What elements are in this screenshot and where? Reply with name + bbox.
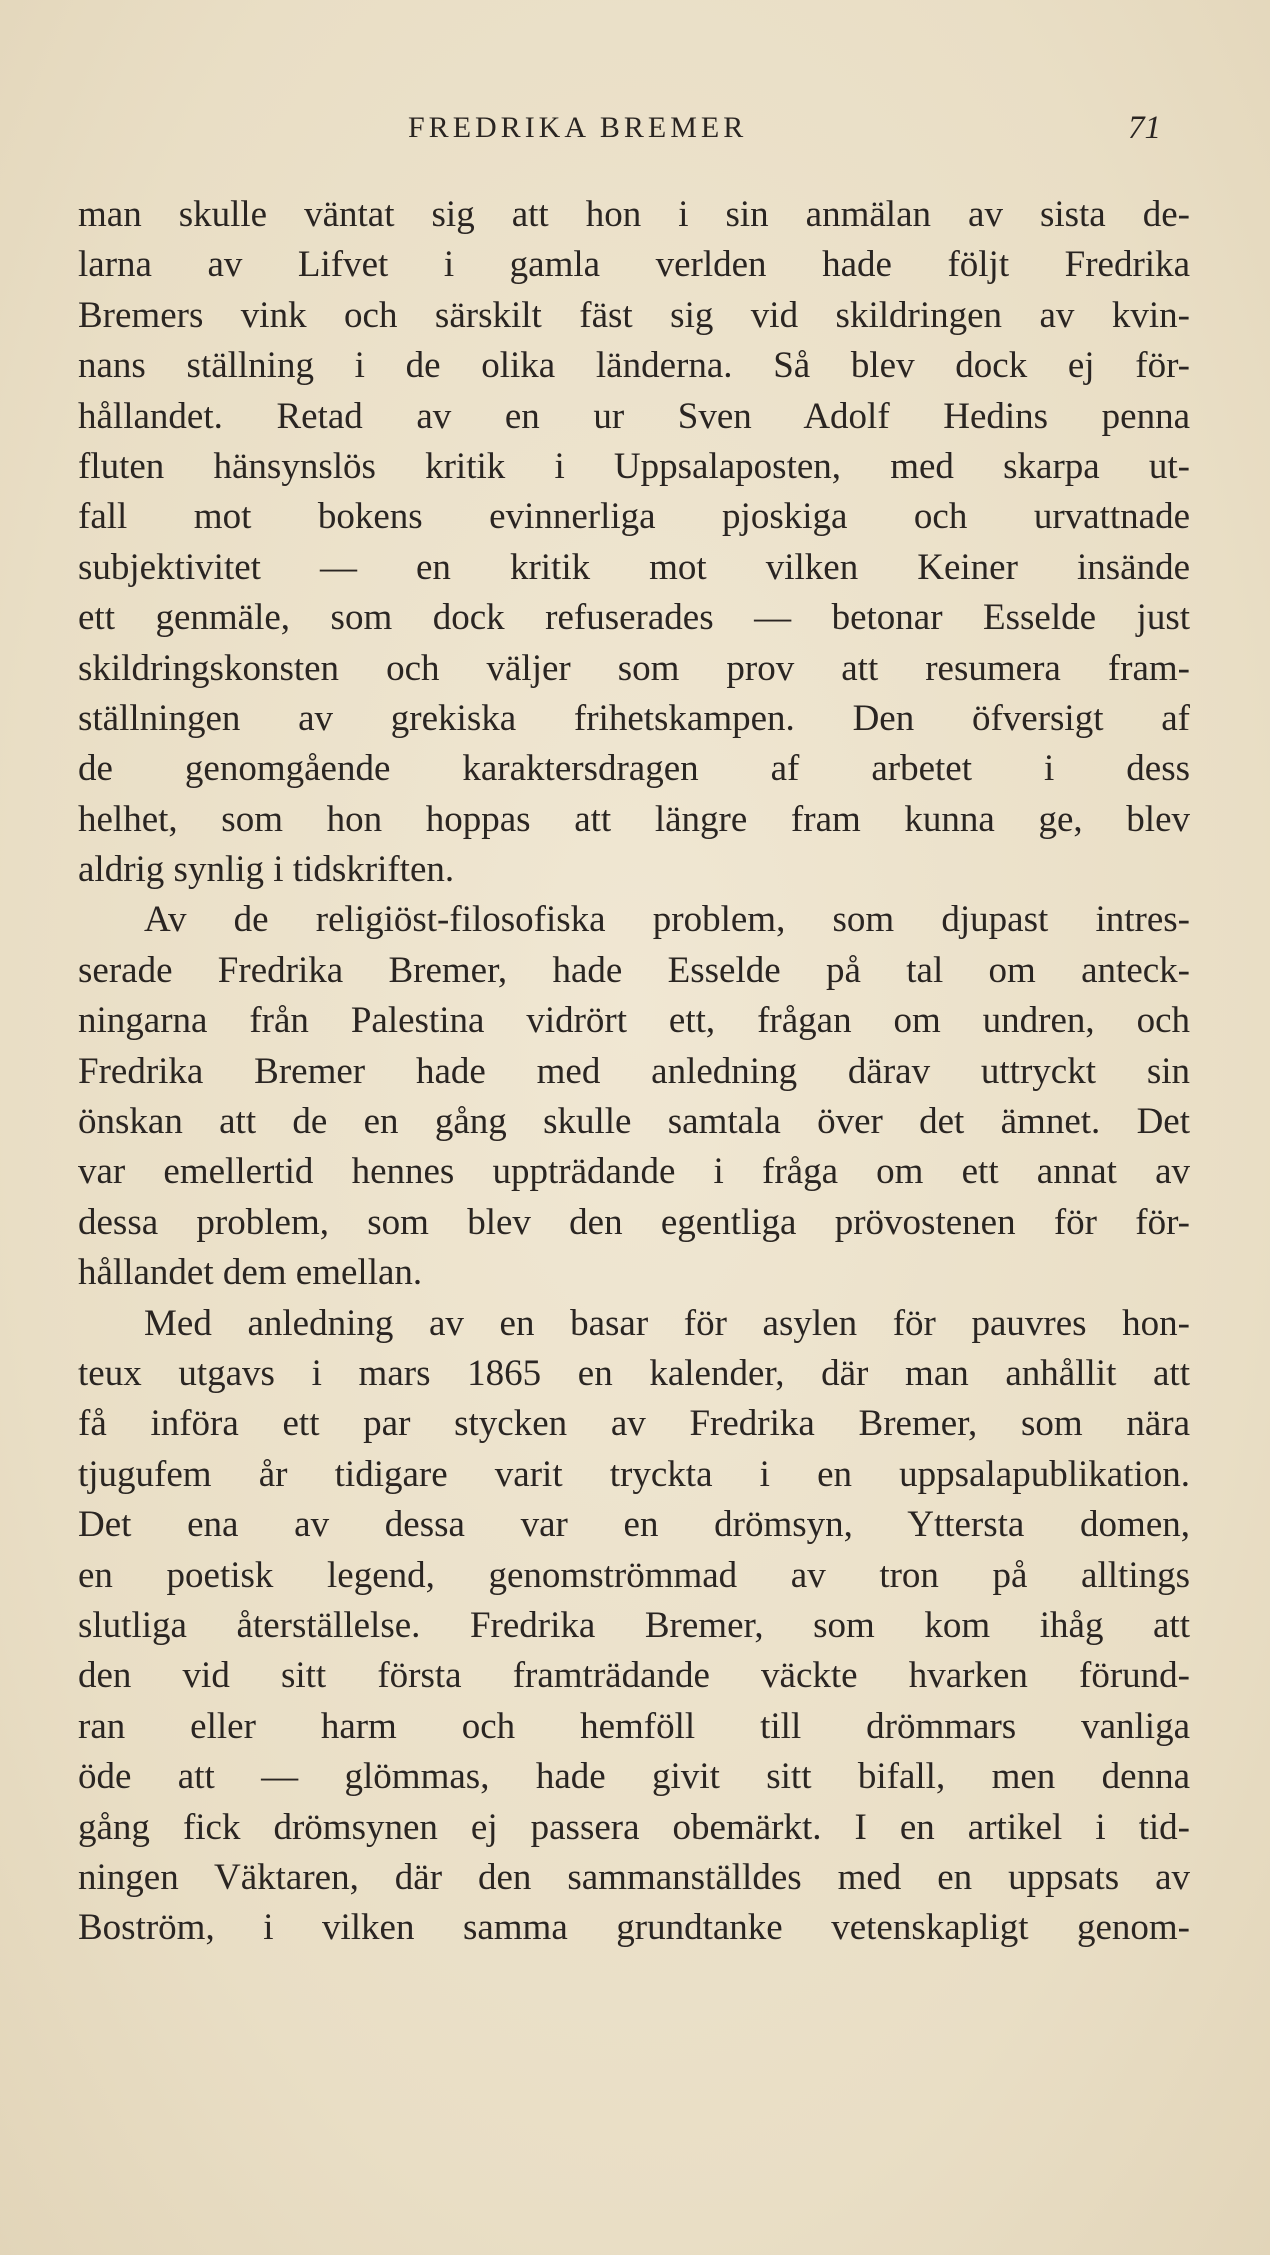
paragraph-end-line: aldrig synlig i tidskriften. [78,849,455,891]
text-line: fluten hänsynslös kritik i Uppsalaposten, med skarpa ut- [78,445,1190,487]
text-line: Bremers vink och särskilt fäst sig vid skildringen av kvin- [78,294,1190,336]
text-line: teux utgavs i mars 1865 en kalender, där man anhållit att [78,1352,1190,1394]
text-line: dessa problem, som blev den egentliga prövostenen för för- [78,1201,1190,1243]
text-line: ran eller harm och hemföll till drömmars vanliga [78,1705,1190,1747]
text-line: en poetisk legend, genomströmmad av tron på alltings [78,1554,1190,1596]
text-line: öde att — glömmas, hade givit sitt bifall, men denna [78,1756,1190,1798]
text-line: få införa ett par stycken av Fredrika Bremer, som nära [78,1403,1190,1445]
page-number: 71 [1128,110,1161,146]
text-line: skildringskonsten och väljer som prov att resumera fram- [78,647,1190,689]
text-line: Boström, i vilken samma grundtanke vetenskapligt genom- [78,1907,1190,1949]
paragraph-end-line: hållandet dem emellan. [78,1252,423,1294]
text-line: subjektivitet — en kritik mot vilken Keiner insände [78,546,1190,588]
text-line: önskan att de en gång skulle samtala över det ämnet. Det [78,1101,1190,1143]
text-line: helhet, som hon hoppas att längre fram kunna ge, blev [78,798,1190,840]
text-line: nans ställning i de olika länderna. Så blev dock ej för- [78,345,1190,387]
text-line: de genomgående karaktersdragen af arbetet i dess [78,748,1190,790]
body-text [78,190,1190,1954]
running-title: FREDRIKA BREMER [408,111,748,144]
text-line: Det ena av dessa var en drömsyn, Yttersta domen, [78,1504,1190,1546]
text-line: serade Fredrika Bremer, hade Esselde på tal om anteck- [78,949,1190,991]
text-line: ningen Väktaren, där den sammanställdes med en uppsats av [78,1856,1190,1898]
text-line: fall mot bokens evinnerliga pjoskiga och urvattnade [78,496,1190,538]
text-line: var emellertid hennes uppträdande i fråga om ett annat av [78,1151,1190,1193]
text-line: Fredrika Bremer hade med anledning därav uttryckt sin [78,1050,1190,1092]
text-line: ett genmäle, som dock refuserades — betonar Esselde just [78,597,1190,639]
text-line: slutliga återställelse. Fredrika Bremer, som kom ihåg att [78,1604,1190,1646]
text-line: man skulle väntat sig att hon i sin anmälan av sista de- [78,194,1190,235]
text-line: den vid sitt första framträdande väckte hvarken förund- [78,1655,1190,1697]
text-line: hållandet. Retad av en ur Sven Adolf Hedins penna [78,395,1190,437]
paragraph-start-line: Av de religiöst-filosofiska problem, som djupast intres- [144,899,1190,941]
text-line: ställningen av grekiska frihetskampen. Den öfversigt af [78,697,1190,739]
text-line: ningarna från Palestina vidrört ett, frågan om undren, och [78,1000,1190,1042]
text-line: gång fick drömsynen ej passera obemärkt. I en artikel i tid- [78,1806,1190,1848]
text-line: tjugufem år tidigare varit tryckta i en uppsalapublikation. [78,1453,1190,1495]
running-head [0,108,1270,148]
text-line: larna av Lifvet i gamla verlden hade följt Fredrika [78,244,1190,286]
paragraph-start-line: Med anledning av en basar för asylen för pauvres hon- [144,1302,1190,1344]
